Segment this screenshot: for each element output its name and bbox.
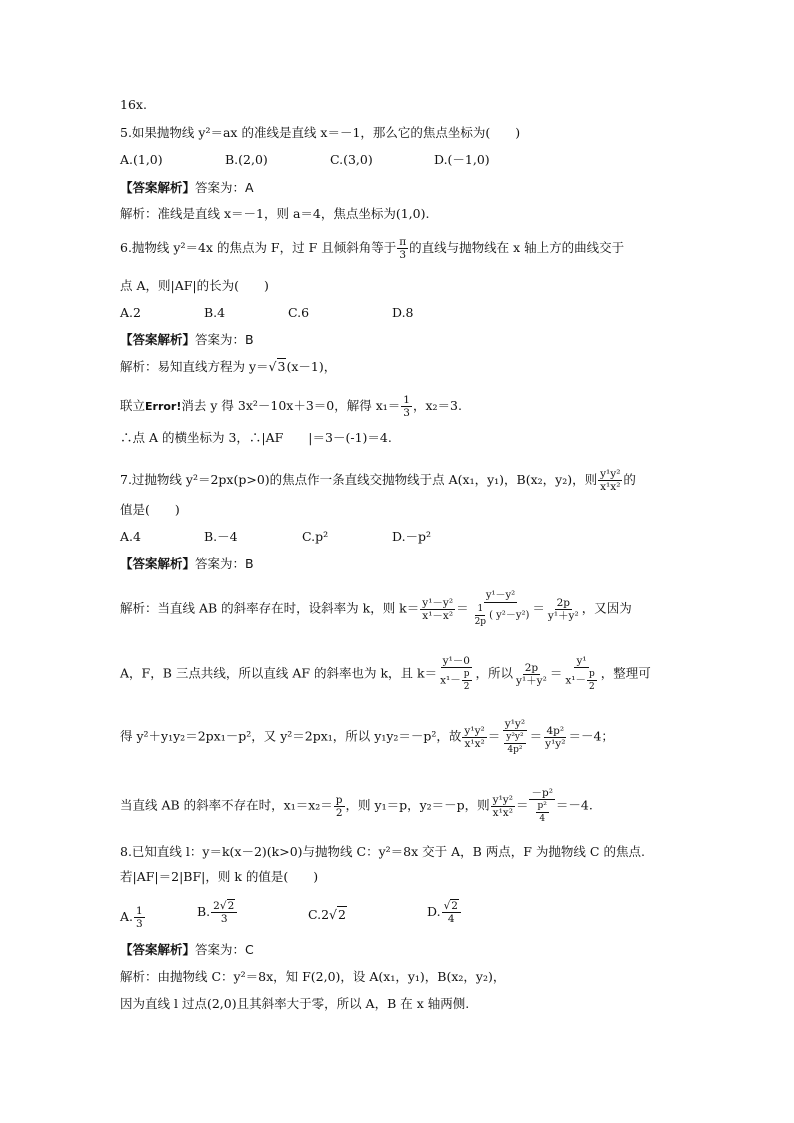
fraction-pi-over-3: $\frac{\pi}{3}$ [399,236,407,261]
question-6: 6.抛物线 y²＝4x 的焦点为 F，过 F 且倾斜角等于 $\frac{\pi}{3}$ 的直线与抛物线在 x 轴上方的曲线交于 [120,236,625,261]
q8-solution-2: 因为直线 l 过点(2,0)且其斜率大于零，所以 A，B 在 x 轴两侧. [120,996,470,1011]
fraction: $\frac{2p}{\text{y¹＋y²}}$ [547,596,579,622]
question-8: 8.已知直线 l：y＝k(x－2)(k>0)与抛物线 C：y²＝8x 交于 A，B 两点，F 为抛物线 C 的焦点. [120,844,645,859]
question-8-cont: 若|AF|＝2|BF|，则 k 的值是( ) [120,869,319,884]
fraction: $\frac{\text{4p²}}{\text{y¹y²}}$ [545,724,566,750]
q6-solution-1: 解析：易知直线方程为 y＝√3(x－1)， [120,359,337,374]
fraction-y1y2-x1x2: $\frac{\text{y¹y²}}{\text{x¹x²}}$ [600,468,621,493]
q5-answer: 【答案解析】答案为：A [120,180,254,195]
answer-tag: 【答案解析】 [120,180,196,195]
q6-solution-2: 联立Error!消去 y 得 3x²－10x＋3＝0，解得 x₁＝ $\frac{1}{3}$ ，x₂＝3. [120,394,462,419]
fraction-1-3: $\frac{1}{3}$ [403,394,410,419]
q7-solution-1: 解析：当直线 AB 的斜率存在时，设斜率为 k，则 k＝ $\frac{\text{y¹－y²}}{\text{x¹－x²}}$ ＝ y¹－y² $\frac{1}{2p}$ ( y²－y²) ＝ $\frac{2p}{\text{y¹＋y²}}$ ，又因为 [120,590,632,627]
question-5: 5.如果抛物线 y²＝ax 的准线是直线 x＝－1，那么它的焦点坐标为( ) [120,125,521,140]
q6-answer: 【答案解析】答案为：B [120,332,254,347]
q7-option-d: D.－p² [392,529,432,544]
q5-option-a: A.(1,0) [120,152,163,167]
q7-option-a: A.4 [120,529,141,544]
q6-solution-3: ∴点 A 的横坐标为 3，∴|AF |＝3－(-1)＝4. [120,430,392,445]
fraction: $\frac{\text{y¹y²}}{\text{x¹x²}}$ [464,724,485,750]
fraction: $\frac{\text{－p²}}{\frac{\text{p²}}{4}}$ [531,787,553,824]
fraction: $\frac{2p}{\text{y¹＋y²}}$ [516,661,547,687]
q7-option-b: B.－4 [204,529,238,544]
q5-option-b: B.(2,0) [225,152,268,167]
q8-option-a: A. $\frac{1}{3}$ [120,905,143,930]
error-marker: Error! [145,400,182,413]
q8-option-d: D. $\frac{√2}{4}$ [427,900,462,925]
q6-option-a: A.2 [120,305,141,320]
q5-option-d: D.(－1,0) [434,152,490,167]
q7-answer: 【答案解析】答案为：B [120,556,254,571]
question-7: 7.过抛物线 y²＝2px(p>0)的焦点作一条直线交抛物线于点 A(x₁，y₁)，B(x₂，y₂)，则 $\frac{\text{y¹y²}}{\text{x¹x²}}$ 的 [120,468,636,493]
sqrt-3: √3 [268,359,286,374]
q7-solution-4: 当直线 AB 的斜率不存在时，x₁＝x₂＝ $\frac{p}{2}$ ，则 y₁＝p，y₂＝－p，则 $\frac{\text{y¹y²}}{\text{x¹x²}}$ ＝ $\frac{\text{－p²}}{\frac{\text{p²}}{4}}$ ＝－4. [120,787,593,824]
fraction: $\frac{\text{y¹－y²}}{\text{x¹－x²}}$ [422,596,454,622]
line-16x: 16x. [120,97,147,112]
q6-option-c: C.6 [288,305,310,320]
fraction: y¹ x¹－ $\frac{p}{2}$ [565,655,595,692]
question-6-cont: 点 A，则|AF|的长为( ) [120,278,269,293]
fraction: y¹－0 x¹－ $\frac{p}{2}$ [440,655,470,692]
q7-solution-2: A，F，B 三点共线，所以直线 AF 的斜率也为 k，且 k＝ y¹－0 x¹－ $\frac{p}{2}$ ，所以 $\frac{2p}{\text{y¹＋y²}}$ ＝ y¹ x¹－ $\frac{p}{2}$ ，整理可 [120,655,651,692]
q8-answer: 【答案解析】答案为：C [120,942,254,957]
q5-option-c: C.(3,0) [330,152,373,167]
fraction: $\frac{\text{y¹y²}}{\frac{\text{y²y²}}{\text{4p²}}}$ [504,718,526,755]
q5-solution: 解析：准线是直线 x＝－1，则 a＝4，焦点坐标为(1,0). [120,206,430,221]
q7-solution-3: 得 y²＋y₁y₂＝2px₁－p²，又 y²＝2px₁，所以 y₁y₂＝－p²，故 $\frac{\text{y¹y²}}{\text{x¹x²}}$ ＝ $\frac{\text{y¹y²}}{\frac{\text{y²y²}}{\text{4p²}}}$ ＝ $\frac{\text{4p²}}{\text{y¹y²}}$ ＝－4； [120,718,614,755]
q8-option-c: C.2√2 [308,907,346,922]
question-7-cont: 值是( ) [120,502,180,517]
fraction: $\frac{\text{y¹y²}}{\text{x¹x²}}$ [492,793,513,819]
q8-solution-1: 解析：由抛物线 C：y²＝8x，知 F(2,0)，设 A(x₁，y₁)，B(x₂，y₂)， [120,969,506,984]
q6-option-d: D.8 [392,305,414,320]
fraction: y¹－y² $\frac{1}{2p}$ ( y²－y²) [474,590,530,627]
q6-option-b: B.4 [204,305,226,320]
q8-option-b: B. $\frac{2√2}{3}$ [197,900,238,925]
q7-option-c: C.p² [302,529,329,544]
fraction: $\frac{p}{2}$ [335,793,343,819]
